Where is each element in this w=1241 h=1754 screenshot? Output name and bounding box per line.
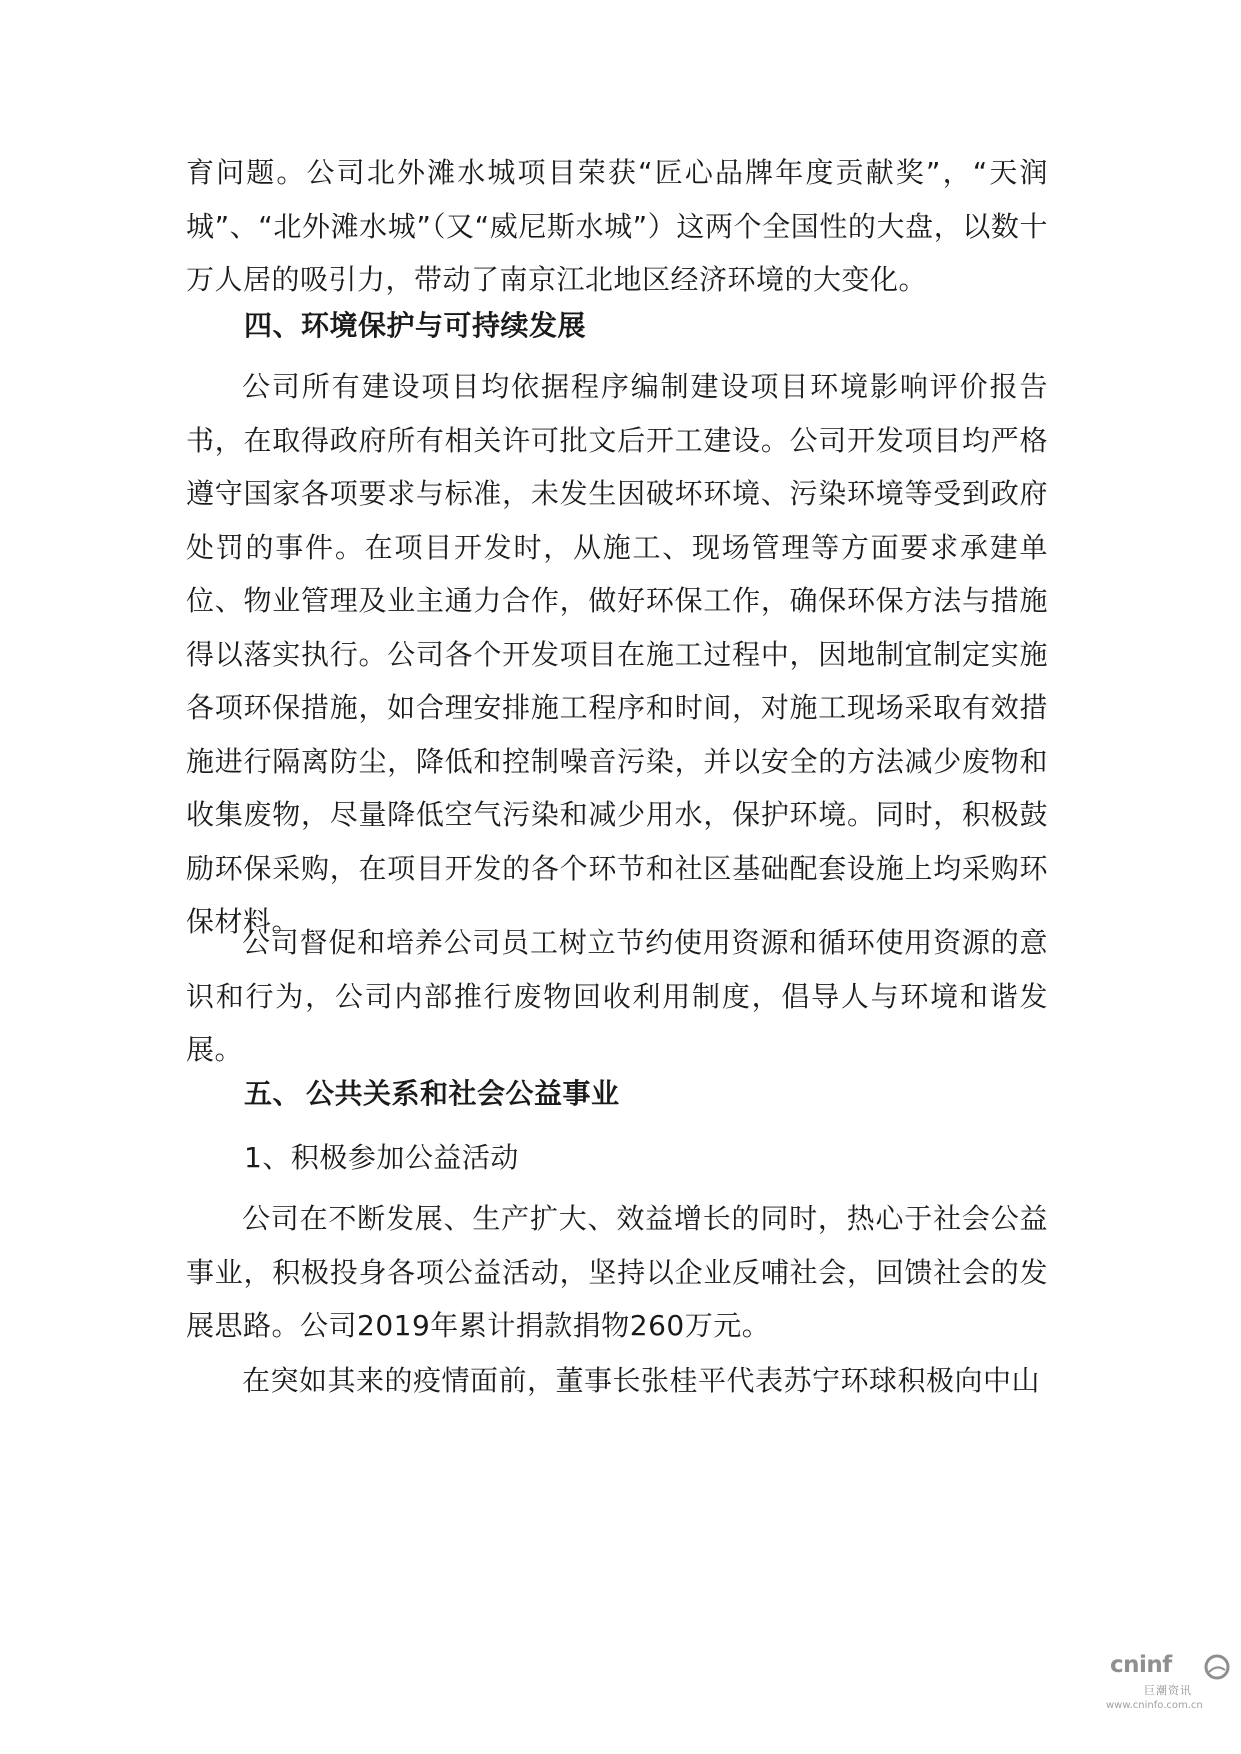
paragraph-environment-measures: 公司所有建设项目均依据程序编制建设项目环境影响评价报告书，在取得政府所有相关许可批文后开工建设。公司开发项目均严格遵守国家各项要求与标准，未发生因破坏环境、污染环境等受到政府处罚的事件。在项目开发时，从施工、现场管理等方面要求承建单位、物业管理及业主通力合作，做好环保工作，确保环保方法与措施得以落实执行。公司各个开发项目在施工过程中，因地制宜制定实施各项环保措施，如合理安排施工程序和时间，对施工现场采取有效措施进行隔离防尘，降低和控制噪音污染，并以安全的方法减少废物和收集废物，尽量降低空气污染和减少用水，保护环境。同时，积极鼓励环保采购，在项目开发的各个环节和社区基础配套设施上均采购环保材料。	[186, 370, 1048, 938]
paragraph-education-awards: 育问题。公司北外滩水城项目荣获“匠心品牌年度贡献奖”，“天润城”、“北外滩水城”（又“威尼斯水城”）这两个全国性的大盘，以数十万人居的吸引力，带动了南京江北地区经济环境的大变化。	[186, 156, 1048, 296]
heading-number: 五、	[244, 1077, 302, 1110]
cninf-watermark	[1104, 1650, 1234, 1730]
heading-text: 公共关系和社会公益事业	[306, 1077, 620, 1110]
paragraph-resource-saving: 公司督促和培养公司员工树立节约使用资源和循环使用资源的意识和行为，公司内部推行废物回收利用制度，倡导人与环境和谐发展。	[186, 926, 1048, 1066]
watermark-url: www.cninfo.com.cn	[1106, 1700, 1203, 1711]
subheading-charity: 1、积极参加公益活动	[244, 1141, 519, 1174]
heading-environment: 四、环境保护与可持续发展	[244, 309, 587, 342]
paragraph-epidemic: 在突如其来的疫情面前，董事长张桂平代表苏宁环球积极向中山	[242, 1364, 1041, 1397]
cninf-logo-icon	[1204, 1654, 1230, 1680]
watermark-brand: cninf	[1110, 1652, 1172, 1678]
heading-public-relations	[244, 1074, 620, 1114]
paragraph-charity-donations: 公司在不断发展、生产扩大、效益增长的同时，热心于社会公益事业，积极投身各项公益活动，坚持以企业反哺社会，回馈社会的发展思路。公司2019年累计捐款捐物260万元。	[186, 1202, 1048, 1342]
watermark-brand-cn: 巨潮资讯	[1144, 1684, 1192, 1697]
